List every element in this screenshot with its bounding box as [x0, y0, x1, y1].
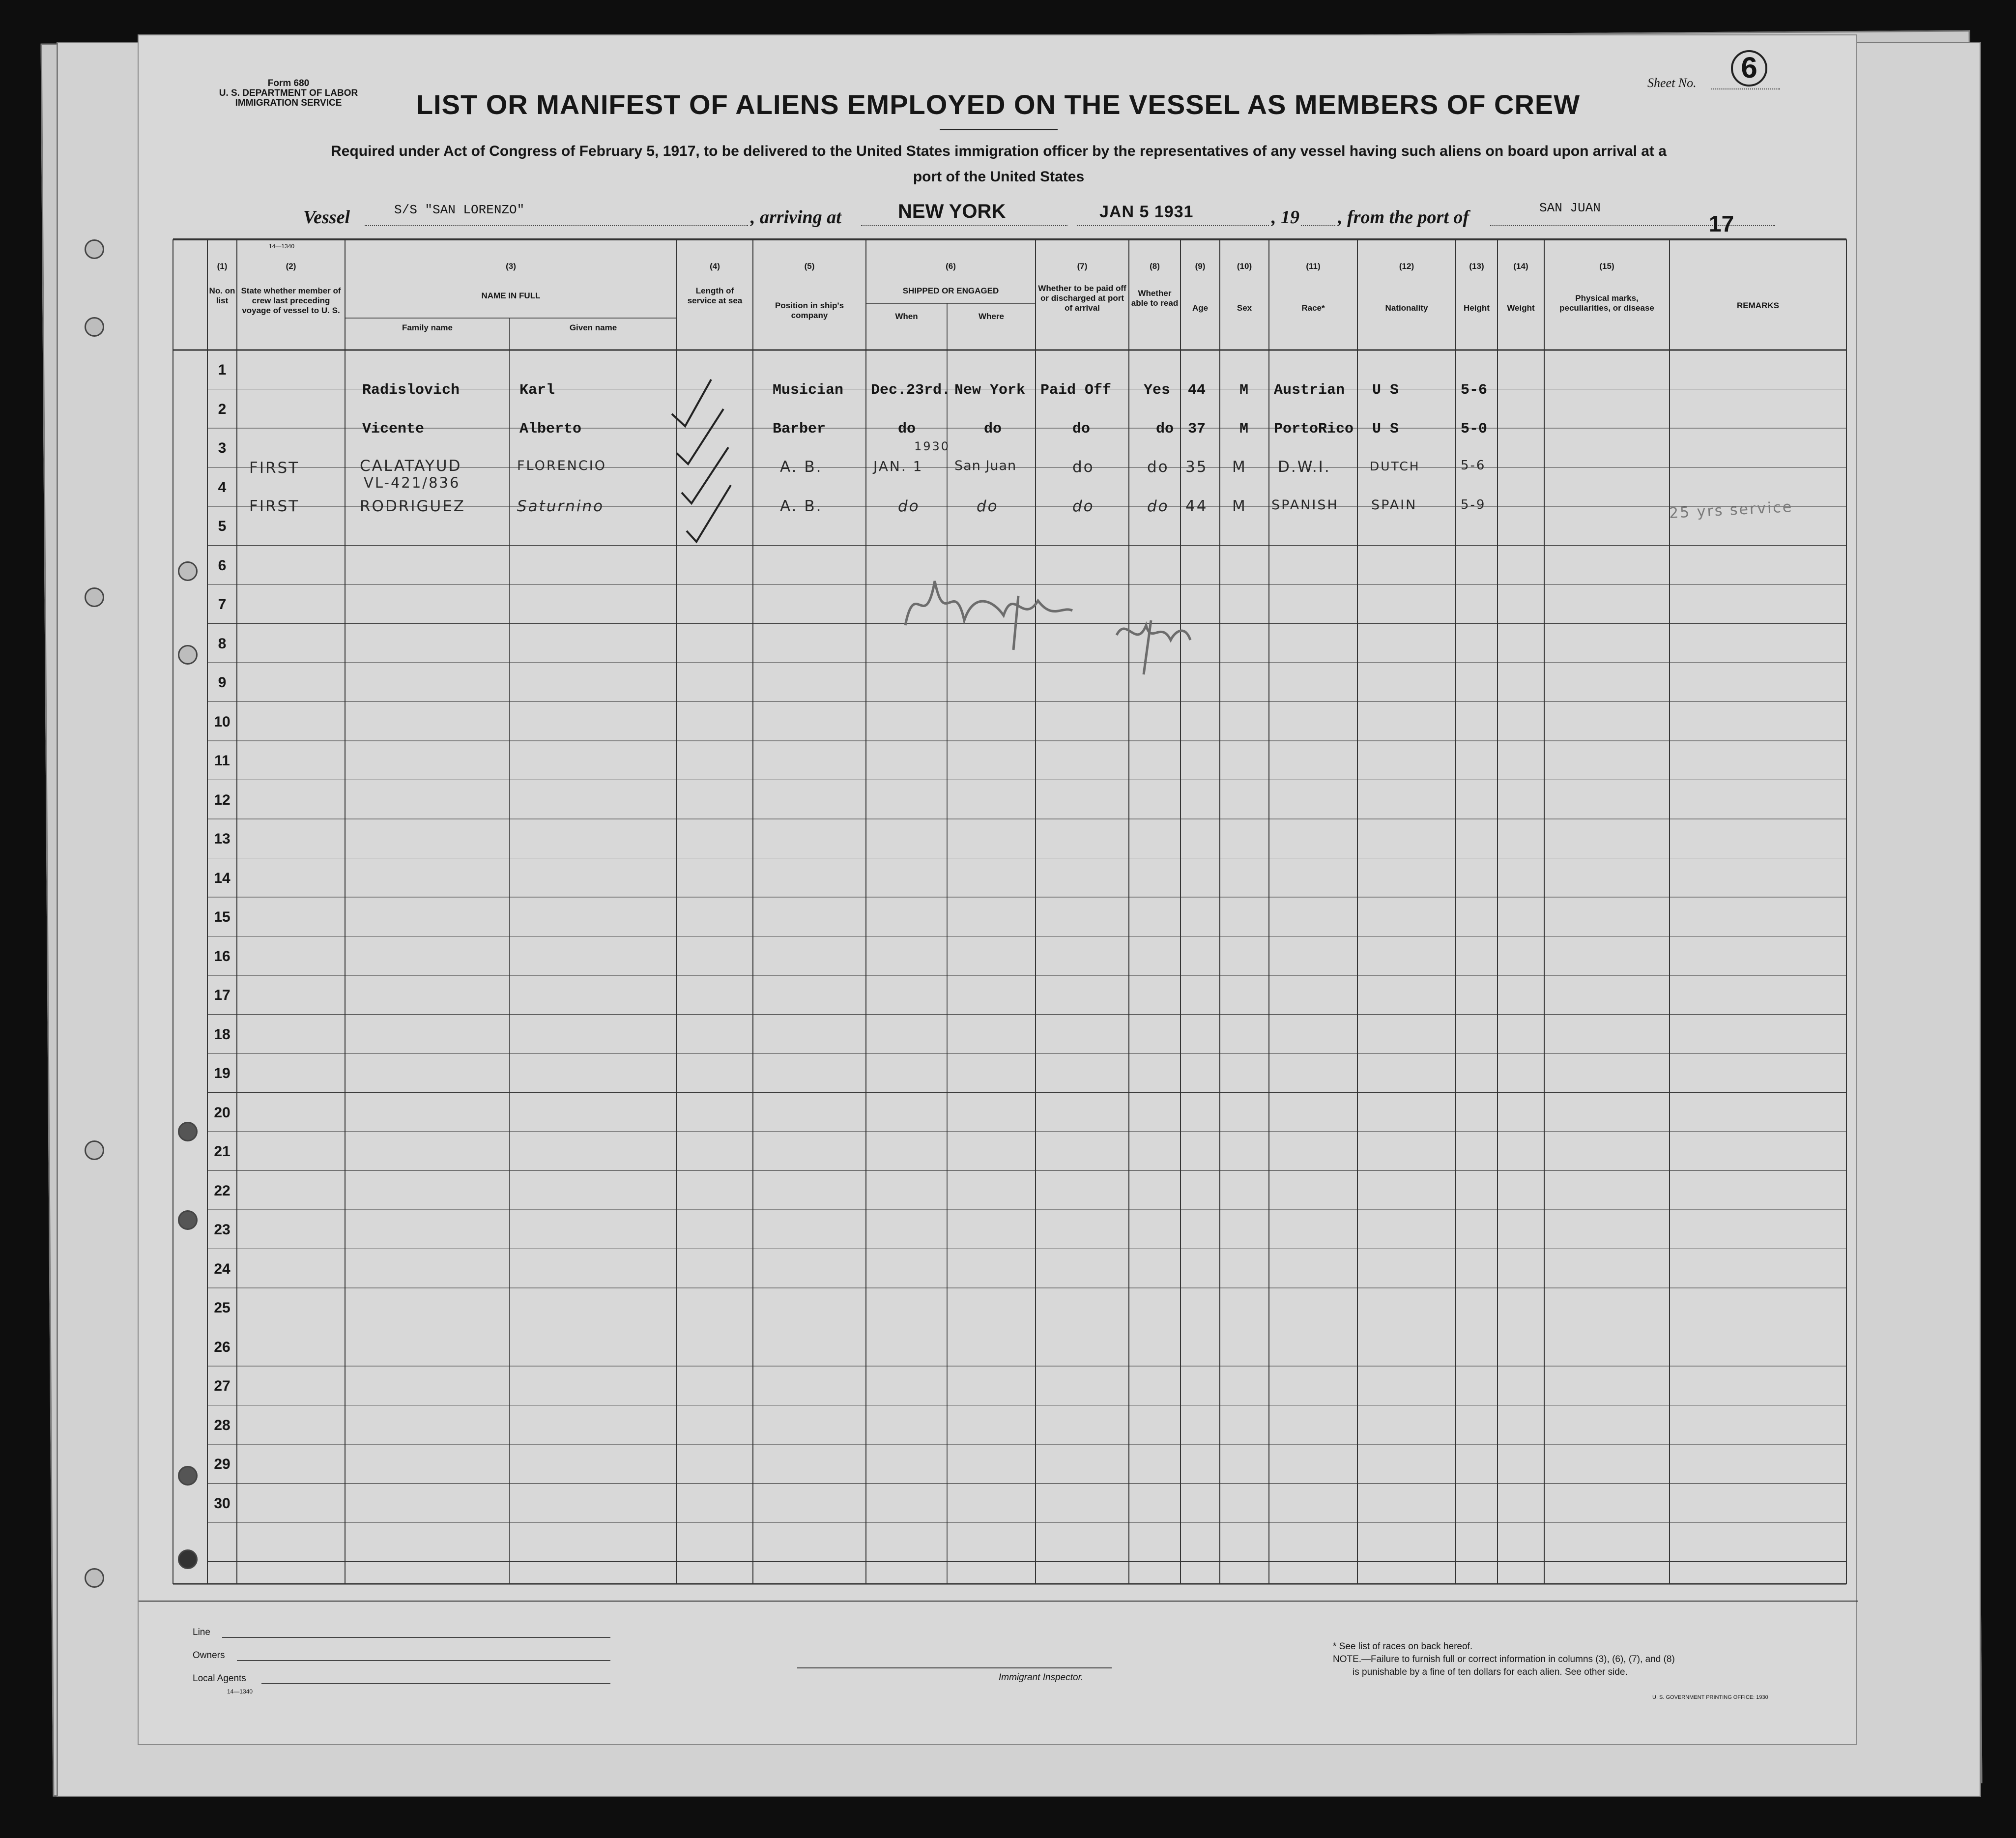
col-num-15: (15) [1599, 262, 1614, 271]
row4-given-name: Saturnino [517, 497, 605, 515]
port-label: , from the port of [1338, 207, 1469, 228]
page-title: LIST OR MANIFEST OF ALIENS EMPLOYED ON THE VESSEL AS MEMBERS OF CREW [416, 89, 1581, 120]
col-header-last-voyage: State whether member of crew last preceding voyage of vessel to U. S. [241, 286, 341, 315]
row2-family-name: Vicente [362, 421, 425, 438]
row3-where: San Juan [954, 458, 1017, 473]
form-code: 14—1340 [227, 1688, 253, 1695]
binder-hole [85, 1568, 104, 1588]
row4-age: 44 [1185, 497, 1208, 515]
row3-able-to-read: do [1147, 458, 1169, 476]
arrival-date-stamp: JAN 5 1931 [1099, 203, 1194, 221]
row2-given-name: Alberto [519, 421, 582, 438]
row2-position: Barber [773, 421, 826, 438]
row-number: 9 [218, 674, 227, 691]
row-number: 27 [214, 1378, 230, 1394]
row1-given-name: Karl [519, 382, 555, 399]
row-number: 16 [214, 948, 230, 964]
row-number: 1 [218, 362, 227, 378]
row3-when: JAN. 1 [873, 458, 923, 474]
binder-hole [85, 239, 104, 259]
col-header-able-to-read: Whether able to read [1131, 289, 1179, 308]
col-header-remarks: REMARKS [1737, 301, 1779, 310]
subtitle-line: port of the United States [913, 169, 1085, 185]
sheet-total: 17 [1709, 211, 1734, 236]
vessel-label: Vessel [303, 207, 350, 228]
check-mark [677, 409, 723, 464]
annotation-marks [139, 35, 1858, 1746]
row4-family-name: RODRIGUEZ [360, 497, 466, 515]
row-number: 17 [214, 987, 230, 1003]
col-header-age: Age [1192, 303, 1209, 313]
arriving-label: , arriving at [750, 207, 841, 228]
local-agents-field [261, 1683, 610, 1684]
check-mark [687, 485, 731, 542]
row2-age: 37 [1188, 421, 1206, 438]
row1-paid-off: Paid Off [1040, 382, 1112, 399]
row-number: 6 [218, 557, 227, 574]
col-header-shipped: SHIPPED OR ENGAGED [902, 286, 999, 295]
row1-able-to-read: Yes [1144, 382, 1171, 399]
row-number: 4 [218, 479, 227, 496]
col-header-length-of-service: Length of service at sea [687, 286, 743, 305]
row1-position: Musician [773, 382, 844, 399]
row2-sex: M [1239, 421, 1249, 438]
row-number: 20 [214, 1104, 230, 1121]
local-agents-label: Local Agents [193, 1673, 246, 1684]
row-number: 8 [218, 635, 227, 652]
subtitle-line: Required under Act of Congress of February 5, 1917, to be delivered to the United States immigration officer by the representatives of any vessel having such aliens on board upon arrival at a [331, 143, 1667, 159]
owners-field [237, 1660, 610, 1661]
printer-imprint: U. S. GOVERNMENT PRINTING OFFICE: 1930 [1652, 1694, 1768, 1700]
col-num-1: (1) [217, 262, 228, 271]
col-num-13: (13) [1469, 262, 1484, 271]
row2-paid-off: do [1072, 421, 1091, 438]
line-label: Line [193, 1627, 210, 1637]
line-field [222, 1637, 610, 1638]
service-name: IMMIGRATION SERVICE [235, 98, 342, 108]
inspector-signature [905, 581, 1072, 650]
sheet-label: Sheet No. [1647, 76, 1697, 90]
inspector-label: Immigrant Inspector. [999, 1672, 1084, 1683]
col-header-physical-marks: Physical marks, peculiarities, or disease [1559, 293, 1654, 313]
form-code: 14—1340 [269, 243, 295, 250]
row3-sex: M [1232, 458, 1247, 476]
col-header-family-name: Family name [402, 323, 453, 332]
row3-when-year: 1930 [914, 439, 950, 453]
row-number: 30 [214, 1495, 230, 1512]
row1-nationality: U S [1372, 382, 1399, 399]
row-number: 15 [214, 909, 230, 925]
col-header-no-on-list: No. on list [209, 286, 235, 305]
row4-sex: M [1232, 497, 1247, 515]
col-header-position: Position in ship's company [775, 301, 844, 320]
binder-hole [85, 317, 104, 337]
row3-last-voyage: FIRST [249, 459, 300, 477]
row3-paid-off: do [1072, 458, 1094, 476]
row4-last-voyage: FIRST [249, 497, 300, 515]
arriving-port: NEW YORK [898, 201, 1006, 222]
row1-where: New York [954, 382, 1026, 399]
row1-family-name: Radislovich [362, 382, 460, 399]
col-num-4: (4) [710, 262, 720, 271]
col-header-paid-off: Whether to be paid off or discharged at port of arrival [1038, 284, 1126, 313]
col-header-name: NAME IN FULL [481, 291, 541, 300]
row-number: 23 [214, 1222, 230, 1238]
col-num-12: (12) [1399, 262, 1414, 271]
row-number: 3 [218, 440, 227, 456]
row-number: 13 [214, 831, 230, 847]
col-header-when: When [895, 312, 918, 321]
row4-height: 5-9 [1461, 497, 1486, 512]
year-label: , 19 [1271, 207, 1299, 228]
row1-age: 44 [1188, 382, 1206, 399]
col-num-11: (11) [1306, 262, 1321, 271]
row4-nationality: SPAIN [1371, 497, 1417, 513]
initials-signature [1117, 620, 1190, 674]
row1-race: Austrian [1274, 382, 1345, 399]
row-number: 7 [218, 596, 227, 613]
row-number: 12 [214, 791, 230, 808]
col-num-6: (6) [946, 262, 956, 271]
check-mark [682, 447, 728, 503]
col-num-3: (3) [506, 262, 516, 271]
row4-where: do [977, 497, 999, 515]
row4-paid-off: do [1072, 497, 1094, 515]
manifest-sheet [138, 34, 1857, 1745]
departure-port: SAN JUAN [1539, 201, 1601, 215]
inspector-signature-line [797, 1667, 1112, 1668]
row-number: 14 [214, 870, 230, 886]
row-number: 22 [214, 1182, 230, 1199]
row4-position: A. B. [780, 497, 823, 515]
row-number: 24 [214, 1260, 230, 1277]
row2-nationality: U S [1372, 421, 1399, 438]
row2-able-to-read: do [1156, 421, 1174, 438]
row4-able-to-read: do [1147, 497, 1169, 515]
binder-hole [85, 1140, 104, 1160]
row3-age: 35 [1185, 458, 1208, 476]
row1-sex: M [1239, 382, 1249, 399]
row1-height: 5-6 [1461, 382, 1488, 399]
col-num-8: (8) [1150, 262, 1160, 271]
row-number: 11 [214, 753, 230, 769]
row3-race: D.W.I. [1278, 458, 1331, 476]
form-number: Form 680 [267, 78, 310, 88]
row-number: 2 [218, 401, 227, 417]
row-number: 19 [214, 1065, 230, 1081]
row3-position: A. B. [780, 458, 823, 476]
row3-file-number: VL-421/836 [364, 474, 461, 491]
col-header-where: Where [979, 312, 1004, 321]
col-num-9: (9) [1195, 262, 1206, 271]
row-number: 29 [214, 1456, 230, 1472]
col-num-5: (5) [804, 262, 815, 271]
check-mark [672, 379, 711, 426]
row-number: 5 [218, 518, 227, 534]
row2-when: do [898, 421, 916, 438]
row-number: 25 [214, 1300, 230, 1316]
row2-where: do [984, 421, 1002, 438]
col-num-14: (14) [1513, 262, 1528, 271]
col-header-height: Height [1464, 303, 1490, 313]
binder-hole [85, 587, 104, 607]
penalty-note-cont: is punishable by a fine of ten dollars for each alien. See other side. [1353, 1667, 1628, 1677]
col-header-race: Race* [1301, 303, 1325, 313]
row4-when: do [898, 497, 920, 515]
race-note: * See list of races on back hereof. [1333, 1641, 1473, 1652]
sheet-number: 6 [1731, 50, 1767, 87]
col-num-2: (2) [286, 262, 296, 271]
row-number: 21 [214, 1143, 230, 1160]
col-header-given-name: Given name [569, 323, 617, 332]
row-number: 10 [214, 713, 230, 730]
col-header-weight: Weight [1507, 303, 1535, 313]
owners-label: Owners [193, 1650, 225, 1661]
row-number: 26 [214, 1339, 230, 1355]
row3-family-name: CALATAYUD [360, 457, 462, 475]
row3-given-name: FLORENCIO [517, 458, 606, 473]
department-name: U. S. DEPARTMENT OF LABOR [219, 88, 358, 98]
row2-height: 5-0 [1461, 421, 1488, 438]
row1-when: Dec.23rd. [871, 382, 951, 399]
vessel-name: S/S "SAN LORENZO" [394, 203, 525, 217]
col-header-sex: Sex [1237, 303, 1252, 313]
row2-race: PortoRico [1274, 421, 1354, 438]
col-num-10: (10) [1237, 262, 1252, 271]
row-number: 18 [214, 1026, 230, 1043]
row-number: 28 [214, 1417, 230, 1433]
col-num-7: (7) [1077, 262, 1088, 271]
row3-physical-marks: 25 yrs service [1669, 498, 1794, 522]
row3-nationality: DUTCH [1370, 459, 1420, 473]
col-header-nationality: Nationality [1385, 303, 1428, 313]
penalty-note: NOTE.—Failure to furnish full or correct information in columns (3), (6), (7), and (8) [1333, 1654, 1675, 1664]
row3-height: 5-6 [1461, 458, 1486, 473]
row4-race: SPANISH [1271, 497, 1339, 513]
